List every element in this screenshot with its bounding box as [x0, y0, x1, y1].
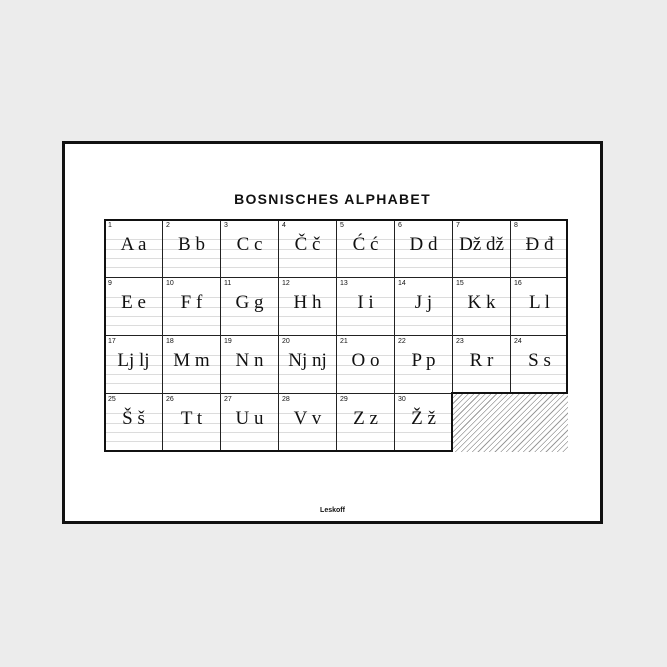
letter-number: 16	[514, 280, 522, 287]
letter-number: 12	[282, 280, 290, 287]
letter-number: 6	[398, 222, 402, 229]
letter-glyph: R r	[469, 350, 494, 371]
letter-number: 22	[398, 338, 406, 345]
letter-number: 20	[282, 338, 290, 345]
letter-glyph: O o	[351, 350, 380, 371]
letter-number: 17	[108, 338, 116, 345]
letter-glyph: D d	[409, 234, 438, 255]
letter-number: 30	[398, 396, 406, 403]
letter-number: 18	[166, 338, 174, 345]
letter-glyph: Ć ć	[352, 234, 379, 255]
letter-glyph: L l	[529, 292, 550, 313]
letter-glyph: Dž dž	[459, 234, 504, 255]
letter-number: 23	[456, 338, 464, 345]
letter-number: 28	[282, 396, 290, 403]
letter-number: 3	[224, 222, 228, 229]
letter-glyph: P p	[411, 350, 436, 371]
letter-glyph: T t	[180, 408, 203, 429]
letter-number: 24	[514, 338, 522, 345]
letter-glyph: Ž ž	[411, 408, 436, 429]
letter-glyph: Z z	[353, 408, 378, 429]
letter-glyph: E e	[121, 292, 146, 313]
letter-glyph: N n	[235, 350, 264, 371]
poster-frame	[62, 141, 603, 524]
letter-glyph: Lj lj	[117, 350, 150, 371]
letter-glyph: A a	[120, 234, 147, 255]
letter-number: 13	[340, 280, 348, 287]
letter-glyph: K k	[467, 292, 496, 313]
letter-glyph: H h	[293, 292, 322, 313]
letter-number: 8	[514, 222, 518, 229]
letter-glyph: V v	[293, 408, 322, 429]
letter-glyph: Đ đ	[525, 234, 554, 255]
letter-number: 14	[398, 280, 406, 287]
grid-outline	[104, 219, 568, 452]
letter-glyph: Č č	[294, 234, 321, 255]
letter-number: 19	[224, 338, 232, 345]
letter-number: 4	[282, 222, 286, 229]
letter-number: 29	[340, 396, 348, 403]
letter-glyph: J j	[414, 292, 433, 313]
letter-number: 15	[456, 280, 464, 287]
letter-glyph: C c	[236, 234, 263, 255]
letter-number: 27	[224, 396, 232, 403]
letter-glyph: M m	[173, 350, 210, 371]
alphabet-grid	[104, 219, 568, 452]
letter-glyph: S s	[528, 350, 551, 371]
poster-title: BOSNISCHES ALPHABET	[234, 191, 431, 207]
letter-number: 5	[340, 222, 344, 229]
letter-number: 7	[456, 222, 460, 229]
letter-glyph: I i	[357, 292, 374, 313]
letter-glyph: U u	[235, 408, 264, 429]
letter-glyph: Nj nj	[288, 350, 327, 371]
letter-number: 26	[166, 396, 174, 403]
letter-number: 1	[108, 222, 112, 229]
letter-number: 21	[340, 338, 348, 345]
letter-number: 2	[166, 222, 170, 229]
letter-glyph: B b	[178, 234, 205, 255]
letter-number: 9	[108, 280, 112, 287]
letter-number: 10	[166, 280, 174, 287]
letter-glyph: F f	[180, 292, 203, 313]
brand-logo-text: Leskoff	[320, 507, 345, 514]
letter-glyph: G g	[235, 292, 264, 313]
letter-number: 25	[108, 396, 116, 403]
letter-number: 11	[224, 280, 232, 287]
letter-glyph: Š š	[122, 408, 145, 429]
